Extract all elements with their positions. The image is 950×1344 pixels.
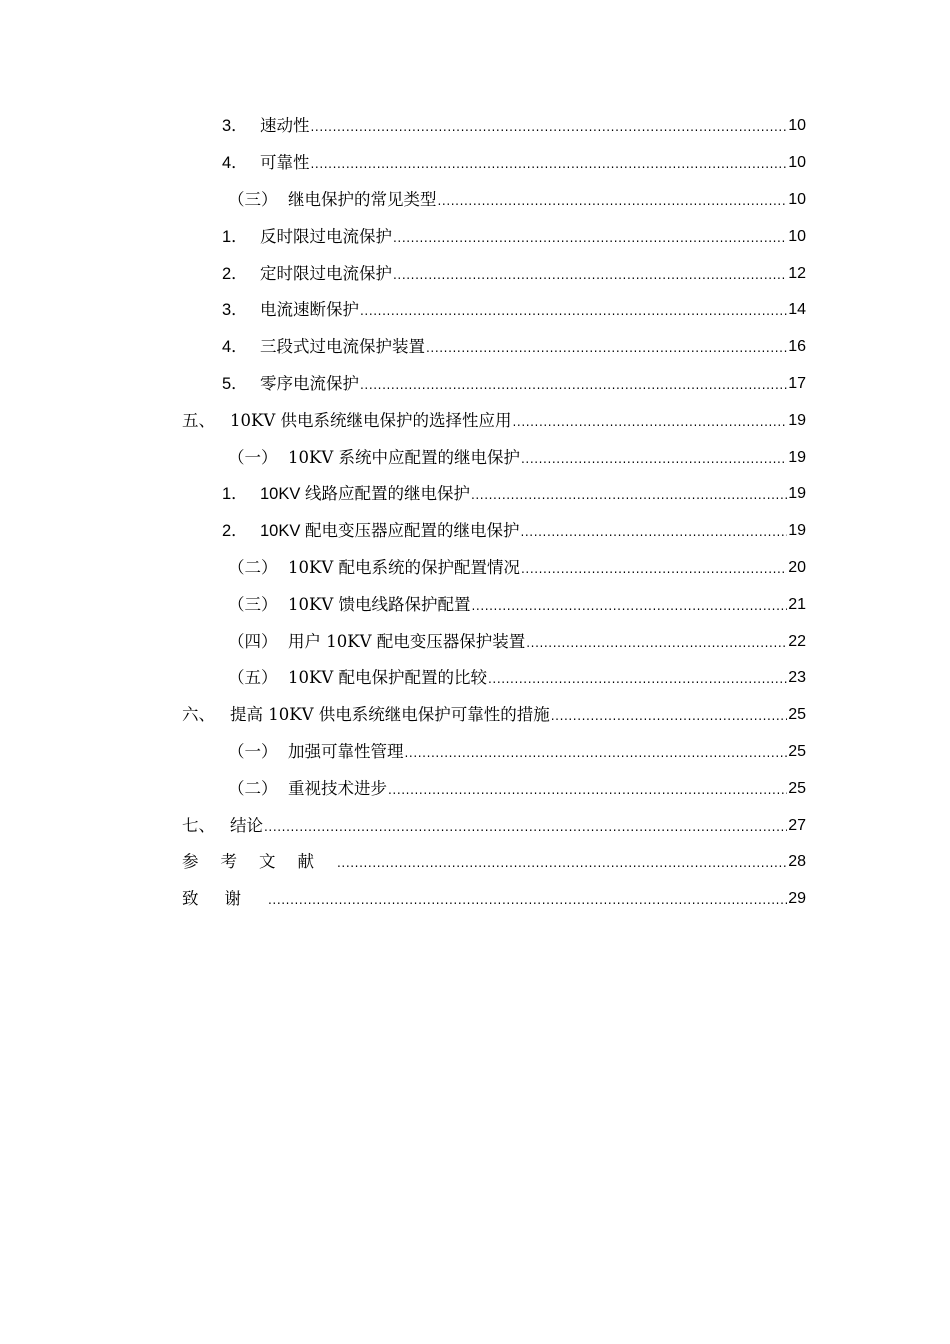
toc-entry-page: 12: [788, 264, 806, 282]
toc-entry-page: 10: [788, 154, 806, 172]
toc-entry-title: 10KV 配电系统的保护配置情况: [288, 557, 520, 577]
toc-entry-page: 19: [788, 522, 806, 540]
toc-entry-number: （一）: [228, 447, 278, 467]
toc-entry-title: 零序电流保护: [260, 373, 359, 393]
toc-leader-dots: [438, 190, 788, 210]
toc-leader-dots: [551, 705, 787, 725]
toc-leader-dots: [388, 779, 787, 799]
toc-entry-page: 16: [788, 338, 806, 356]
toc-leader-dots: [526, 632, 787, 652]
toc-entry-number: 1．: [222, 485, 248, 504]
toc-entry[interactable]: [0, 366, 806, 403]
toc-entry-title: 三段式过电流保护装置: [260, 337, 425, 357]
toc-entry-title: 10KV 供电系统继电保护的选择性应用: [230, 410, 512, 430]
toc-entry[interactable]: [0, 218, 806, 255]
toc-entry-number: 3．: [222, 301, 248, 320]
toc-entry-number: 5．: [222, 374, 248, 393]
toc-entry-page: 23: [788, 669, 806, 687]
toc-leader-dots: [471, 595, 787, 615]
toc-entry-title: 继电保护的常见类型: [288, 189, 437, 209]
toc-entry[interactable]: [0, 439, 806, 476]
toc-entry[interactable]: [0, 844, 806, 881]
toc-entry[interactable]: [0, 476, 806, 513]
toc-leader-dots: [311, 153, 788, 173]
toc-entry-number: 4．: [222, 338, 248, 357]
toc-entry-page: 17: [788, 374, 806, 392]
toc-entry-number: 七、: [182, 815, 215, 835]
toc-entry-title: 速动性: [260, 116, 310, 136]
toc-entry-page: 29: [788, 890, 806, 908]
toc-entry-title: 10KV 配电变压器应配置的继电保护: [260, 522, 520, 541]
toc-entry[interactable]: [0, 292, 806, 329]
toc-entry-title: 用户 10KV 配电变压器保护装置: [288, 631, 526, 651]
toc-entry-page: 19: [788, 448, 806, 466]
toc-leader-dots: [512, 411, 787, 431]
toc-entry[interactable]: [0, 660, 806, 697]
toc-leader-dots: [471, 484, 787, 504]
toc-entry-page: 28: [788, 853, 806, 871]
toc-leader-dots: [405, 742, 788, 762]
toc-entry-page: 19: [788, 485, 806, 503]
toc-entry-number: （三）: [228, 594, 278, 614]
toc-entry[interactable]: [0, 255, 806, 292]
toc-entry-number: （四）: [228, 631, 278, 651]
toc-entry-title: 反时限过电流保护: [260, 226, 392, 246]
toc-entry-page: 25: [788, 742, 806, 760]
toc-entry-number: （一）: [228, 741, 278, 761]
toc-entry-page: 21: [788, 595, 806, 613]
toc-entry-title: 致谢: [182, 889, 267, 909]
toc-entry-number: 2．: [222, 522, 248, 541]
toc-entry[interactable]: [0, 881, 806, 918]
toc-entry-title: 重视技术进步: [288, 778, 387, 798]
toc-entry-number: 1．: [222, 227, 248, 246]
toc-leader-dots: [360, 300, 787, 320]
toc-entry[interactable]: [0, 329, 806, 366]
toc-entry-page: 19: [788, 411, 806, 429]
toc-entry[interactable]: [0, 770, 806, 807]
toc-entry-title: 10KV 系统中应配置的继电保护: [288, 447, 520, 467]
toc-entry-title: 可靠性: [260, 153, 310, 173]
toc-leader-dots: [311, 116, 788, 136]
toc-entry-number: （二）: [228, 778, 278, 798]
toc-entry[interactable]: [0, 623, 806, 660]
toc-leader-dots: [268, 889, 787, 909]
toc-entry-title: 10KV 馈电线路保护配置: [288, 594, 471, 614]
toc-entry[interactable]: [0, 182, 806, 219]
toc-entry[interactable]: [0, 734, 806, 771]
toc-entry[interactable]: [0, 807, 806, 844]
toc-leader-dots: [337, 852, 787, 872]
toc-entry-number: 五、: [182, 410, 215, 430]
toc-entry-page: 25: [788, 779, 806, 797]
toc-leader-dots: [264, 816, 787, 836]
toc-leader-dots: [521, 558, 787, 578]
toc-leader-dots: [521, 448, 787, 468]
toc-entry-title: 电流速断保护: [260, 300, 359, 320]
table-of-contents: [0, 108, 950, 918]
toc-entry-number: （三）: [228, 189, 278, 209]
toc-entry-page: 10: [788, 227, 806, 245]
toc-entry-number: 4．: [222, 154, 248, 173]
toc-entry-number: 六、: [182, 705, 215, 725]
toc-entry-page: 27: [788, 816, 806, 834]
toc-entry-title: 结论: [230, 815, 263, 835]
toc-leader-dots: [488, 668, 787, 688]
toc-leader-dots: [360, 374, 787, 394]
toc-entry-page: 10: [788, 117, 806, 135]
toc-entry[interactable]: [0, 697, 806, 734]
toc-entry-page: 14: [788, 301, 806, 319]
toc-leader-dots: [520, 521, 787, 541]
toc-entry[interactable]: [0, 145, 806, 182]
toc-entry-page: 20: [788, 558, 806, 576]
toc-entry-title: 10KV 线路应配置的继电保护: [260, 485, 470, 504]
toc-entry-number: （五）: [228, 668, 278, 688]
toc-entry[interactable]: [0, 586, 806, 623]
toc-entry-page: 25: [788, 706, 806, 724]
toc-leader-dots: [426, 337, 787, 357]
toc-entry-number: （二）: [228, 557, 278, 577]
toc-entry-title: 10KV 配电保护配置的比较: [288, 668, 487, 688]
toc-entry[interactable]: [0, 402, 806, 439]
toc-leader-dots: [393, 227, 787, 247]
toc-entry-title: 提高 10KV 供电系统继电保护可靠性的措施: [230, 705, 550, 725]
toc-entry-title: 加强可靠性管理: [288, 741, 404, 761]
toc-entry-number: 3．: [222, 117, 248, 136]
toc-entry-title: 定时限过电流保护: [260, 263, 392, 283]
toc-entry[interactable]: [0, 108, 806, 145]
toc-entry[interactable]: [0, 513, 806, 550]
toc-entry-title: 参考文献: [182, 852, 336, 872]
toc-entry[interactable]: [0, 550, 806, 587]
toc-entry-number: 2．: [222, 264, 248, 283]
toc-entry-page: 10: [788, 190, 806, 208]
toc-entry-page: 22: [788, 632, 806, 650]
toc-leader-dots: [393, 264, 787, 284]
